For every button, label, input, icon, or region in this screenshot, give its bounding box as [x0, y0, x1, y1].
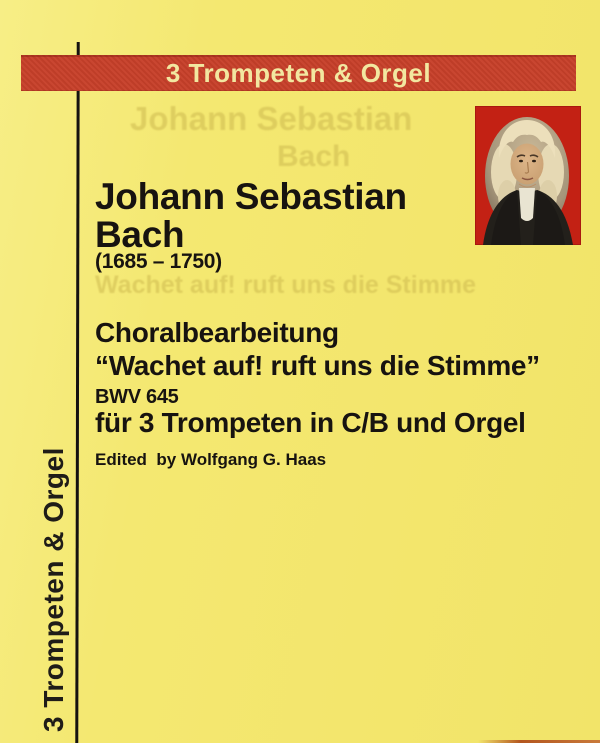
work-editor-credit: Edited by Wolfgang G. Haas: [95, 450, 327, 469]
work-catalog-number: BWV 645: [95, 386, 179, 408]
ghost-text-composer-line1: Johann Sebastian: [130, 100, 413, 137]
bach-portrait: [475, 106, 581, 245]
top-banner: [21, 55, 576, 91]
spine-divider-line: [75, 42, 79, 743]
composer-name-line2: Bach: [95, 214, 185, 255]
composer-dates: (1685 – 1750): [95, 250, 222, 273]
ghost-text-work-title: Wachet auf! ruft uns die Stimme: [95, 271, 477, 299]
spine-label: 3 Trompeten & Orgel: [38, 447, 69, 732]
composer-name-line1: Johann Sebastian: [95, 176, 407, 217]
work-genre: Choralbearbeitung: [95, 317, 339, 348]
top-banner-label: 3 Trompeten & Orgel: [165, 57, 432, 88]
work-title: “Wachet auf! ruft uns die Stimme”: [95, 350, 540, 381]
ghost-text-composer-line2: Bach: [277, 140, 351, 173]
bach-portrait-image: [475, 106, 581, 245]
work-instrumentation: für 3 Trompeten in C/B und Orgel: [95, 407, 526, 438]
